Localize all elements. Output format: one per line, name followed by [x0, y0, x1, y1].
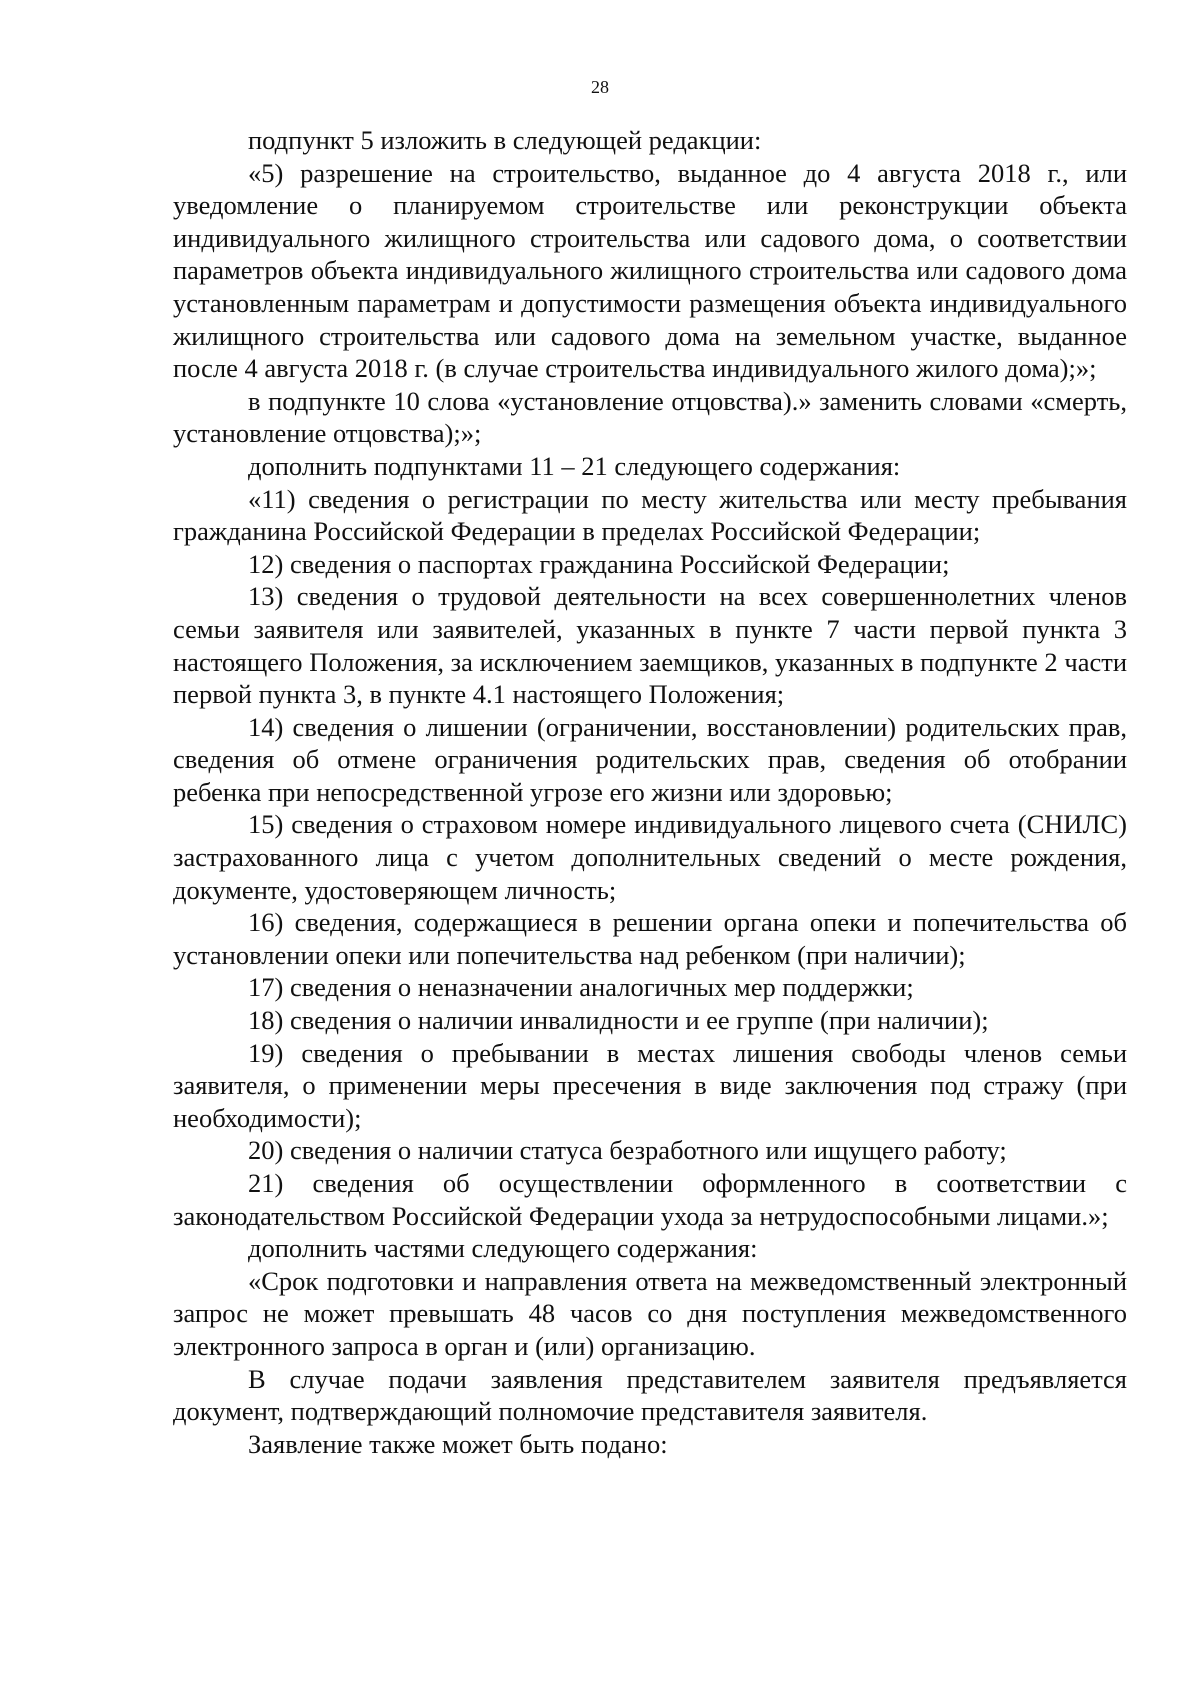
paragraph: 19) сведения о пребывании в местах лишения свободы членов семьи заявителя, о применении меры пресечения в виде заключения под стражу (при необходимости); — [173, 1037, 1127, 1133]
paragraph: подпункт 5 изложить в следующей редакции: — [248, 125, 762, 155]
paragraph: 14) сведения о лишении (ограничении, восстановлении) родительских прав, сведения об отмене ограничения родительских прав, сведения об отобрании ребенка при непосредственной угрозе его жизни или здоровью; — [173, 711, 1127, 807]
paragraph: дополнить частями следующего содержания: — [248, 1233, 758, 1264]
paragraph: «11) сведения о регистрации по месту жительства или месту пребывания гражданина Российской Федерации в пределах Российской Федерации; — [173, 483, 1127, 547]
paragraph: 20) сведения о наличии статуса безработного или ищущего работу; — [248, 1135, 1007, 1166]
paragraph: Заявление также может быть подано: — [248, 1428, 668, 1459]
paragraph: 13) сведения о трудовой деятельности на всех совершеннолетних членов семьи заявителя или заявителей, указанных в пункте 7 части первой пункта 3 настоящего Положения, за исключением заемщиков, указанных в подпункте 2 части первой пункта 3, в пункте 4.1 настоящего Положения; — [173, 581, 1127, 710]
paragraph: 18) сведения о наличии инвалидности и ее группе (при наличии); — [248, 1005, 989, 1036]
paragraph: В случае подачи заявления представителем заявителя предъявляется документ, подтверждающий полномочие представителя заявителя. — [173, 1363, 1127, 1427]
document-body — [173, 124, 1127, 1460]
paragraph: 12) сведения о паспортах гражданина Российской Федерации; — [248, 548, 950, 579]
paragraph: «5) разрешение на строительство, выданное до 4 августа 2018 г., или уведомление о планируемом строительстве или реконструкции объекта индивидуального жилищного строительства или садового дома, о соответствии параметров объекта индивидуального жилищного строительства или садового дома установленным параметрам и допустимости размещения объекта индивидуального жилищного строительства или садового дома на земельном участке, выданное после 4 августа 2018 г. (в случае строительства индивидуального жилого дома);»; — [173, 157, 1127, 384]
paragraph: дополнить подпунктами 11 – 21 следующего содержания: — [248, 450, 901, 481]
page-number: 28 — [591, 77, 609, 97]
paragraph: 15) сведения о страховом номере индивидуального лицевого счета (СНИЛС) застрахованного лица с учетом дополнительных сведений о месте рождения, документе, удостоверяющем личность; — [173, 809, 1127, 905]
paragraph: 21) сведения об осуществлении оформленного в соответствии с законодательством Российской Федерации ухода за нетрудоспособными лицами.»; — [173, 1168, 1127, 1231]
paragraph: в подпункте 10 слова «установление отцовства).» заменить словами «смерть, установление отцовства);»; — [173, 385, 1127, 449]
paragraph: 16) сведения, содержащиеся в решении органа опеки и попечительства об установлении опеки или попечительства над ребенком (при наличии); — [173, 907, 1127, 970]
paragraph: 17) сведения о неназначении аналогичных мер поддержки; — [248, 972, 914, 1003]
paragraph: «Срок подготовки и направления ответа на межведомственный электронный запрос не может превышать 48 часов со дня поступления межведомственного электронного запроса в орган и (или) организацию. — [173, 1265, 1127, 1361]
